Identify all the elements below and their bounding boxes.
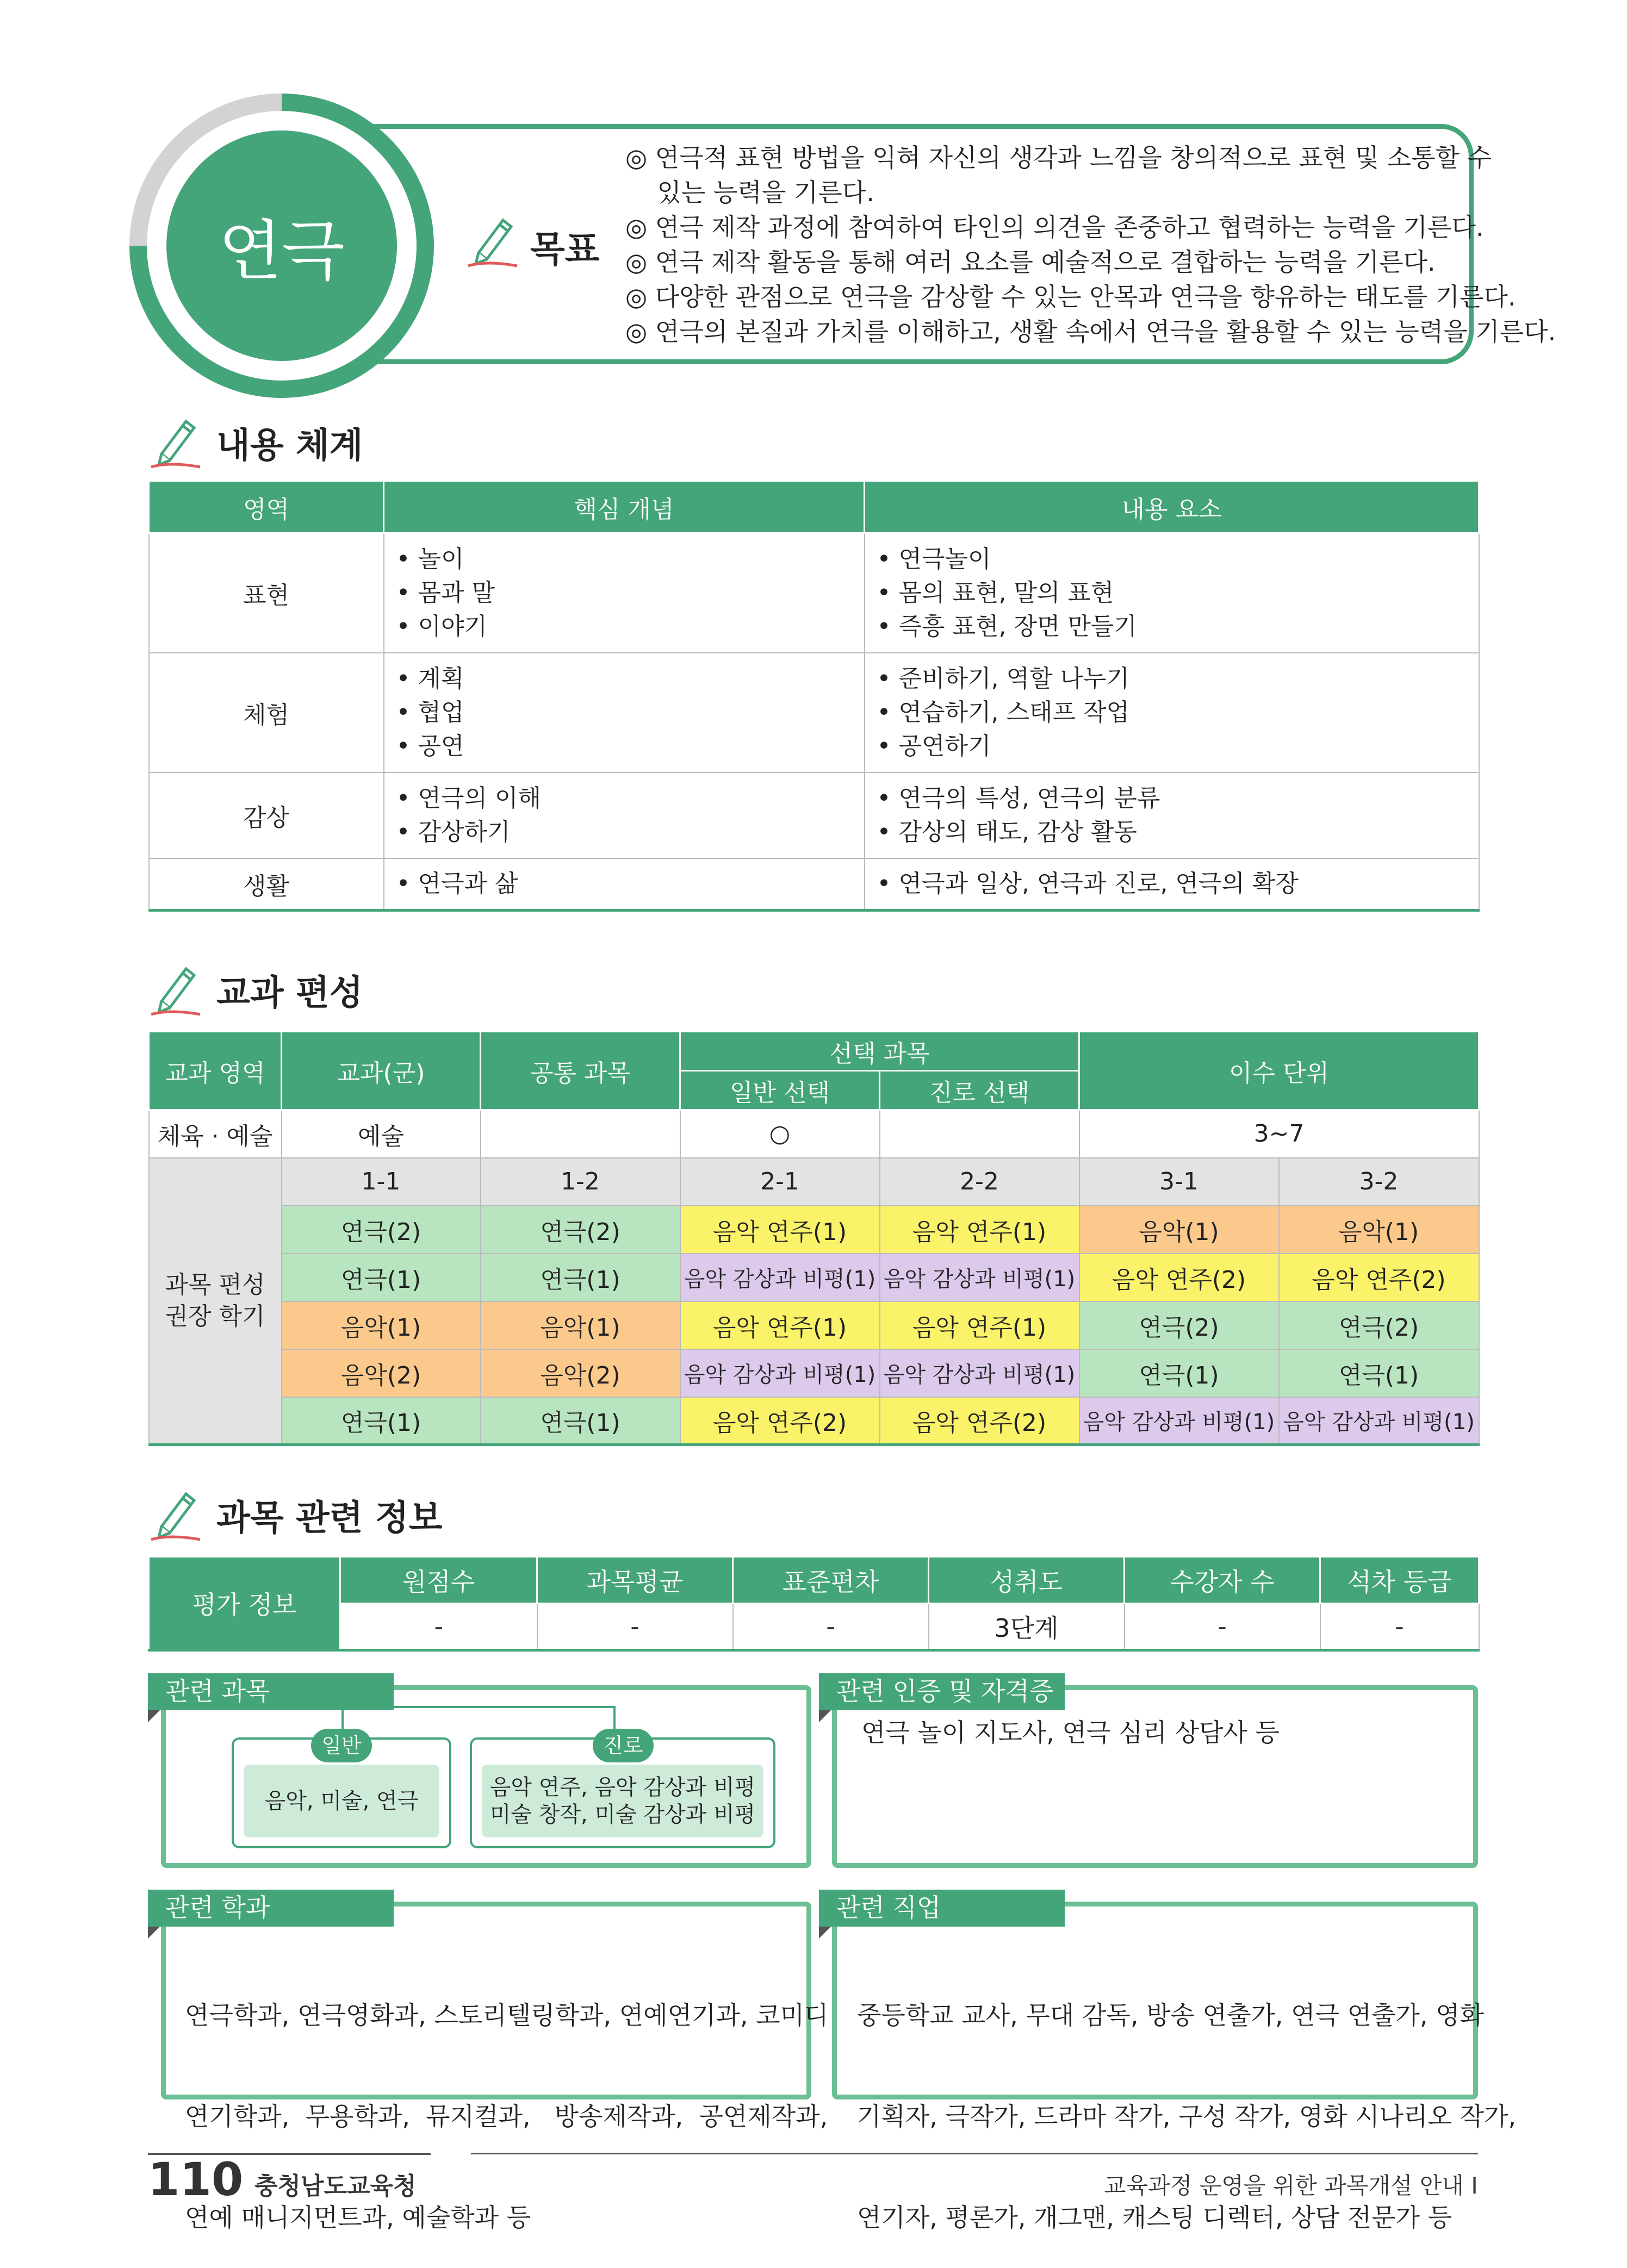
header-group: 교과(군) bbox=[282, 1032, 481, 1110]
tag-corner bbox=[819, 1710, 831, 1722]
pencil-icon bbox=[148, 958, 202, 1018]
list-item: • 감상하기 bbox=[396, 815, 864, 849]
goal-line: ◎ 연극 제작 활동을 통해 여러 요소를 예술적으로 결합하는 능력을 기른다. bbox=[625, 247, 1436, 277]
area-value: 체육 · 예술 bbox=[149, 1110, 282, 1158]
semester-cell: 3-1 bbox=[1079, 1158, 1279, 1206]
page-number: 110 bbox=[148, 2153, 244, 2206]
list-item: • 연습하기, 스태프 작업 bbox=[877, 696, 1478, 730]
common-value bbox=[481, 1110, 680, 1158]
grid-cell: 음악(1) bbox=[1279, 1206, 1479, 1254]
concepts-cell bbox=[384, 772, 865, 858]
subject-badge bbox=[166, 130, 397, 361]
goal-label: 목표 bbox=[530, 228, 600, 270]
list-item: • 놀이 bbox=[396, 543, 864, 576]
grid-cell: 연극(1) bbox=[282, 1397, 481, 1445]
cert-text: 연극 놀이 지도사, 연극 심리 상담사 등 bbox=[861, 1718, 1280, 1747]
pencil-icon bbox=[148, 410, 202, 470]
recommend-label bbox=[149, 1158, 282, 1445]
elements-cell bbox=[865, 653, 1479, 772]
section-title-content: 내용 체계 bbox=[216, 426, 363, 466]
grid-cell: 음악 감상과 비평(1) bbox=[680, 1349, 880, 1397]
grid-cell: 연극(1) bbox=[481, 1254, 680, 1301]
recommend-label-line: 과목 편성 bbox=[165, 1270, 265, 1299]
list-item: • 즉흥 표현, 장면 만들기 bbox=[877, 610, 1478, 644]
dept-line: 연기학과, 무용학과, 뮤지컬과, 방송제작과, 공연제작과, bbox=[185, 2102, 828, 2131]
grid-cell: 음악 연주(1) bbox=[880, 1206, 1079, 1254]
grid-cell: 음악 감상과 비평(1) bbox=[880, 1254, 1079, 1301]
semester-cell: 3-2 bbox=[1279, 1158, 1479, 1206]
grid-cell: 음악(2) bbox=[481, 1349, 680, 1397]
subject-title: 연극 bbox=[219, 214, 345, 289]
concepts-cell bbox=[384, 858, 865, 911]
table-row bbox=[149, 858, 1479, 911]
job-tag: 관련 직업 bbox=[819, 1890, 1065, 1927]
job-line: 연기자, 평론가, 개그맨, 캐스팅 디렉터, 상담 전문가 등 bbox=[857, 2203, 1452, 2232]
list-item: • 공연하기 bbox=[877, 730, 1478, 763]
goal-line: 있는 능력을 기른다. bbox=[625, 178, 874, 207]
table-row bbox=[149, 1301, 1479, 1349]
eval-header: 표준편차 bbox=[733, 1557, 929, 1604]
eval-value: - bbox=[537, 1604, 733, 1650]
semester-cell: 2-2 bbox=[880, 1158, 1079, 1206]
goal-line: ◎ 연극적 표현 방법을 익혀 자신의 생각과 느낌을 창의적으로 표현 및 소통할 수 bbox=[625, 143, 1492, 172]
cert-tag: 관련 인증 및 자격증 bbox=[819, 1673, 1065, 1710]
goal-list bbox=[625, 140, 1556, 349]
section-title-info: 과목 관련 정보 bbox=[216, 1498, 443, 1538]
list-item: • 이야기 bbox=[396, 610, 864, 644]
table-row bbox=[149, 653, 1479, 772]
evaluation-table bbox=[148, 1556, 1480, 1652]
footer-guide: 교육과정 운영을 위한 과목개설 안내 I bbox=[1104, 2172, 1478, 2199]
elements-cell bbox=[865, 772, 1479, 858]
header-career: 진로 선택 bbox=[880, 1071, 1079, 1110]
grid-cell: 연극(2) bbox=[481, 1206, 680, 1254]
job-text bbox=[857, 1931, 1516, 2268]
general-subjects-text: 음악, 미술, 연극 bbox=[264, 1789, 419, 1814]
grid-cell: 음악(2) bbox=[282, 1349, 481, 1397]
dept-line: 연예 매니지먼트과, 예술학과 등 bbox=[185, 2203, 531, 2232]
group-value: 예술 bbox=[282, 1110, 481, 1158]
semester-cell: 1-2 bbox=[481, 1158, 680, 1206]
table-row bbox=[149, 1206, 1479, 1254]
eval-value: - bbox=[733, 1604, 929, 1650]
grid-cell: 음악 감상과 비평(1) bbox=[680, 1254, 880, 1301]
semester-row bbox=[149, 1158, 1479, 1206]
concepts-cell bbox=[384, 533, 865, 653]
grid-cell: 연극(1) bbox=[282, 1254, 481, 1301]
table-header: 내용 요소 bbox=[865, 481, 1479, 533]
grid-cell: 연극(2) bbox=[282, 1206, 481, 1254]
table-row bbox=[149, 533, 1479, 653]
dept-text bbox=[185, 1931, 828, 2268]
list-item: • 계획 bbox=[396, 662, 864, 696]
dept-line: 연극학과, 연극영화과, 스토리텔링학과, 연예연기과, 코미디 bbox=[185, 2001, 829, 2030]
tag-corner bbox=[819, 1927, 831, 1939]
list-item: • 몸과 말 bbox=[396, 576, 864, 610]
table-header: 핵심 개념 bbox=[384, 481, 865, 533]
table-row bbox=[149, 772, 1479, 858]
header-common: 공통 과목 bbox=[481, 1032, 680, 1110]
grid-cell: 음악 감상과 비평(1) bbox=[1279, 1397, 1479, 1445]
general-subjects bbox=[244, 1765, 439, 1837]
eval-header: 석차 등급 bbox=[1320, 1557, 1479, 1604]
job-line: 기획자, 극작가, 드라마 작가, 구성 작가, 영화 시나리오 작가, bbox=[857, 2102, 1517, 2131]
pencil-icon bbox=[148, 1483, 202, 1543]
content-system-table bbox=[148, 480, 1480, 912]
curriculum-table bbox=[148, 1031, 1480, 1446]
area-cell: 감상 bbox=[149, 772, 384, 858]
eval-value: - bbox=[1125, 1604, 1320, 1650]
grid-cell: 음악(1) bbox=[282, 1301, 481, 1349]
grid-cell: 음악 연주(1) bbox=[680, 1206, 880, 1254]
list-item: • 연극의 특성, 연극의 분류 bbox=[877, 782, 1478, 815]
grid-cell: 연극(1) bbox=[1279, 1349, 1479, 1397]
table-row bbox=[149, 1604, 1479, 1650]
list-item: • 연극의 이해 bbox=[396, 782, 864, 815]
table-row bbox=[149, 1397, 1479, 1445]
list-item: • 연극과 일상, 연극과 진로, 연극의 확장 bbox=[877, 867, 1478, 901]
grid-cell: 음악 연주(2) bbox=[680, 1397, 880, 1445]
area-cell: 표현 bbox=[149, 533, 384, 653]
goal-line: ◎ 연극의 본질과 가치를 이해하고, 생활 속에서 연극을 활용할 수 있는 능력을 기른다. bbox=[625, 317, 1556, 346]
career-pill: 진로 bbox=[593, 1729, 654, 1762]
units-value: 3~7 bbox=[1079, 1110, 1479, 1158]
eval-header: 수강자 수 bbox=[1125, 1557, 1320, 1604]
eval-header: 과목평균 bbox=[537, 1557, 733, 1604]
dept-tag: 관련 학과 bbox=[148, 1890, 394, 1927]
list-item: • 몸의 표현, 말의 표현 bbox=[877, 576, 1478, 610]
grid-cell: 음악 연주(1) bbox=[680, 1301, 880, 1349]
list-item: • 연극놀이 bbox=[877, 543, 1478, 576]
header-units: 이수 단위 bbox=[1079, 1032, 1479, 1110]
footer-rule-right bbox=[471, 2153, 1478, 2154]
header-area: 교과 영역 bbox=[149, 1032, 282, 1110]
table-row bbox=[149, 1254, 1479, 1301]
goal-line: ◎ 다양한 관점으로 연극을 감상할 수 있는 안목과 연극을 향유하는 태도를 기른다. bbox=[625, 282, 1516, 311]
cert-card bbox=[832, 1685, 1478, 1868]
semester-cell: 2-1 bbox=[680, 1158, 880, 1206]
list-item: • 준비하기, 역할 나누기 bbox=[877, 662, 1478, 696]
eval-value: - bbox=[1320, 1604, 1479, 1650]
grid-cell: 음악 연주(2) bbox=[1079, 1254, 1279, 1301]
semester-cell: 1-1 bbox=[282, 1158, 481, 1206]
grid-cell: 연극(2) bbox=[1279, 1301, 1479, 1349]
grid-cell: 음악(1) bbox=[1079, 1206, 1279, 1254]
recommend-label-line: 권장 학기 bbox=[165, 1302, 265, 1330]
eval-value: 3단계 bbox=[929, 1604, 1125, 1650]
career-subjects-line: 음악 연주, 음악 감상과 비평 bbox=[489, 1775, 756, 1800]
list-item: • 협업 bbox=[396, 696, 864, 730]
grid-cell: 음악 연주(2) bbox=[880, 1397, 1079, 1445]
header-elective: 선택 과목 bbox=[680, 1032, 1079, 1071]
general-value: ○ bbox=[680, 1110, 880, 1158]
concepts-cell bbox=[384, 653, 865, 772]
goal-line: ◎ 연극 제작 과정에 참여하여 타인의 의견을 존중하고 협력하는 능력을 기른다. bbox=[625, 213, 1484, 242]
grid-cell: 연극(2) bbox=[1079, 1301, 1279, 1349]
list-item: • 공연 bbox=[396, 730, 864, 763]
eval-label: 평가 정보 bbox=[149, 1557, 340, 1650]
career-subjects-line: 미술 창작, 미술 감상과 비평 bbox=[489, 1802, 756, 1827]
area-cell: 생활 bbox=[149, 858, 384, 911]
grid-cell: 연극(1) bbox=[1079, 1349, 1279, 1397]
list-item: • 감상의 태도, 감상 활동 bbox=[877, 815, 1478, 849]
grid-cell: 음악 연주(1) bbox=[880, 1301, 1079, 1349]
pencil-icon bbox=[465, 209, 519, 269]
eval-header: 성취도 bbox=[929, 1557, 1125, 1604]
grid-cell: 음악 연주(2) bbox=[1279, 1254, 1479, 1301]
related-subjects-tag: 관련 과목 bbox=[148, 1673, 394, 1710]
footer-org: 충청남도교육청 bbox=[254, 2172, 417, 2200]
area-cell: 체험 bbox=[149, 653, 384, 772]
table-header: 영역 bbox=[149, 481, 384, 533]
table-row bbox=[149, 1110, 1479, 1158]
job-line: 중등학교 교사, 무대 감독, 방송 연출가, 연극 연출가, 영화 bbox=[857, 2001, 1485, 2030]
career-value bbox=[880, 1110, 1079, 1158]
eval-value: - bbox=[340, 1604, 537, 1650]
table-row bbox=[149, 1349, 1479, 1397]
list-item: • 연극과 삶 bbox=[396, 867, 864, 901]
tag-corner bbox=[148, 1710, 160, 1722]
header-general: 일반 선택 bbox=[680, 1071, 880, 1110]
grid-cell: 연극(1) bbox=[481, 1397, 680, 1445]
grid-cell: 음악 감상과 비평(1) bbox=[1079, 1397, 1279, 1445]
section-title-curriculum: 교과 편성 bbox=[216, 973, 363, 1013]
elements-cell bbox=[865, 533, 1479, 653]
general-pill: 일반 bbox=[311, 1729, 372, 1762]
elements-cell bbox=[865, 858, 1479, 911]
career-subjects bbox=[482, 1765, 763, 1837]
eval-header: 원점수 bbox=[340, 1557, 537, 1604]
grid-cell: 음악(1) bbox=[481, 1301, 680, 1349]
grid-cell: 음악 감상과 비평(1) bbox=[880, 1349, 1079, 1397]
tag-corner bbox=[148, 1927, 160, 1939]
